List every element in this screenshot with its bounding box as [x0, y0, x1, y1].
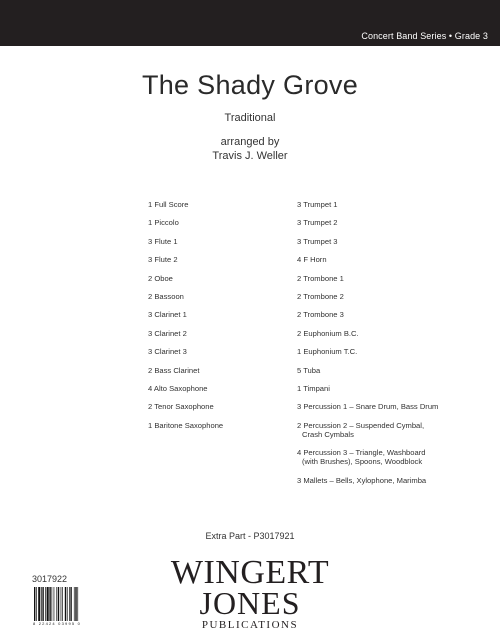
barcode-bar	[42, 587, 43, 621]
logo-line3: PUBLICATIONS	[201, 619, 299, 630]
instrument-part: 3 Mallets – Bells, Xylophone, Marimba	[297, 475, 427, 485]
arranger-credit	[0, 135, 500, 163]
instrument-part-line: 4 Percussion 3 – Triangle, Washboard	[297, 448, 426, 458]
barcode-bar	[47, 587, 49, 621]
instrument-part: 2 Bassoon	[148, 291, 184, 301]
barcode-bar	[34, 587, 35, 621]
instrument-part: 2 Trombone 1	[297, 273, 344, 283]
arranged-by-label: arranged by	[220, 136, 280, 148]
series-grade-label: Concert Band Series • Grade 3	[361, 31, 488, 41]
logo-line2: JONES	[199, 585, 301, 621]
instrument-part	[297, 421, 467, 449]
instrument-part: 1 Timpani	[297, 383, 330, 393]
instrument-part-line: 2 Percussion 2 – Suspended Cymbal,	[297, 420, 425, 430]
instrument-part: 3 Flute 1	[148, 236, 178, 246]
barcode-bar	[77, 587, 78, 621]
instrument-part: 2 Trombone 2	[297, 291, 344, 301]
arranger-name: Travis J. Weller	[212, 150, 288, 162]
composer-credit: Traditional	[224, 112, 276, 124]
barcode-bar	[70, 587, 71, 621]
instrument-part: 1 Baritone Saxophone	[148, 420, 224, 430]
barcode-bar	[58, 587, 59, 621]
barcode-bar	[54, 587, 55, 621]
instrument-part: 3 Clarinet 2	[148, 328, 187, 338]
barcode-bar	[45, 587, 46, 621]
catalog-number: 3017922	[32, 574, 68, 584]
barcode-bar	[56, 587, 57, 621]
barcode-bar	[74, 587, 75, 621]
instrument-part: 1 Euphonium T.C.	[297, 347, 358, 357]
barcode-bar	[61, 587, 62, 621]
barcode-bar	[67, 587, 68, 621]
barcode-bar	[65, 587, 66, 621]
barcode-bar	[75, 587, 76, 621]
instrument-part: 2 Euphonium B.C.	[297, 328, 359, 338]
instrument-part: 2 Trombone 3	[297, 310, 344, 320]
instrumentation-list-left	[148, 200, 288, 439]
instrument-part: 1 Full Score	[148, 200, 189, 209]
header-bar	[0, 0, 500, 46]
instrument-part: 4 Alto Saxophone	[148, 383, 208, 393]
instrument-part: 2 Oboe	[148, 273, 173, 283]
extra-part-label: Extra Part - P3017921	[205, 531, 295, 541]
barcode-digits: 8 22424 03995 0	[33, 621, 82, 626]
barcode-bar	[62, 587, 63, 621]
barcode-bar	[49, 587, 50, 621]
barcode-image	[33, 587, 97, 623]
barcode-bar	[52, 587, 53, 621]
instrument-part	[297, 448, 467, 476]
instrument-part: 4 F Horn	[297, 255, 327, 265]
instrument-part: 2 Bass Clarinet	[148, 365, 200, 375]
instrumentation-list-right	[297, 200, 467, 494]
barcode-bar	[36, 587, 37, 621]
instrument-part: 3 Clarinet 1	[148, 310, 187, 320]
instrument-part: 3 Clarinet 3	[148, 347, 187, 357]
barcode-bar	[38, 587, 40, 621]
barcode-bar	[41, 587, 42, 621]
score-title: The Shady Grove	[141, 70, 359, 100]
instrument-part: 3 Trumpet 3	[297, 236, 338, 246]
logo-line1: WINGERT	[170, 554, 330, 591]
instrument-part: 3 Trumpet 2	[297, 218, 338, 228]
publisher-logo	[150, 552, 350, 630]
instrument-part: 3 Percussion 1 – Snare Drum, Bass Drum	[297, 402, 439, 412]
instrument-part-line: (with Brushes), Spoons, Woodblock	[302, 457, 423, 467]
instrument-part: 3 Trumpet 1	[297, 200, 338, 209]
instrument-part-line: Crash Cymbals	[302, 429, 354, 439]
instrument-part: 1 Piccolo	[148, 218, 179, 228]
instrument-part: 5 Tuba	[297, 365, 321, 375]
barcode-bar	[69, 587, 70, 621]
instrument-part: 2 Tenor Saxophone	[148, 402, 214, 412]
instrument-part: 3 Flute 2	[148, 255, 178, 265]
